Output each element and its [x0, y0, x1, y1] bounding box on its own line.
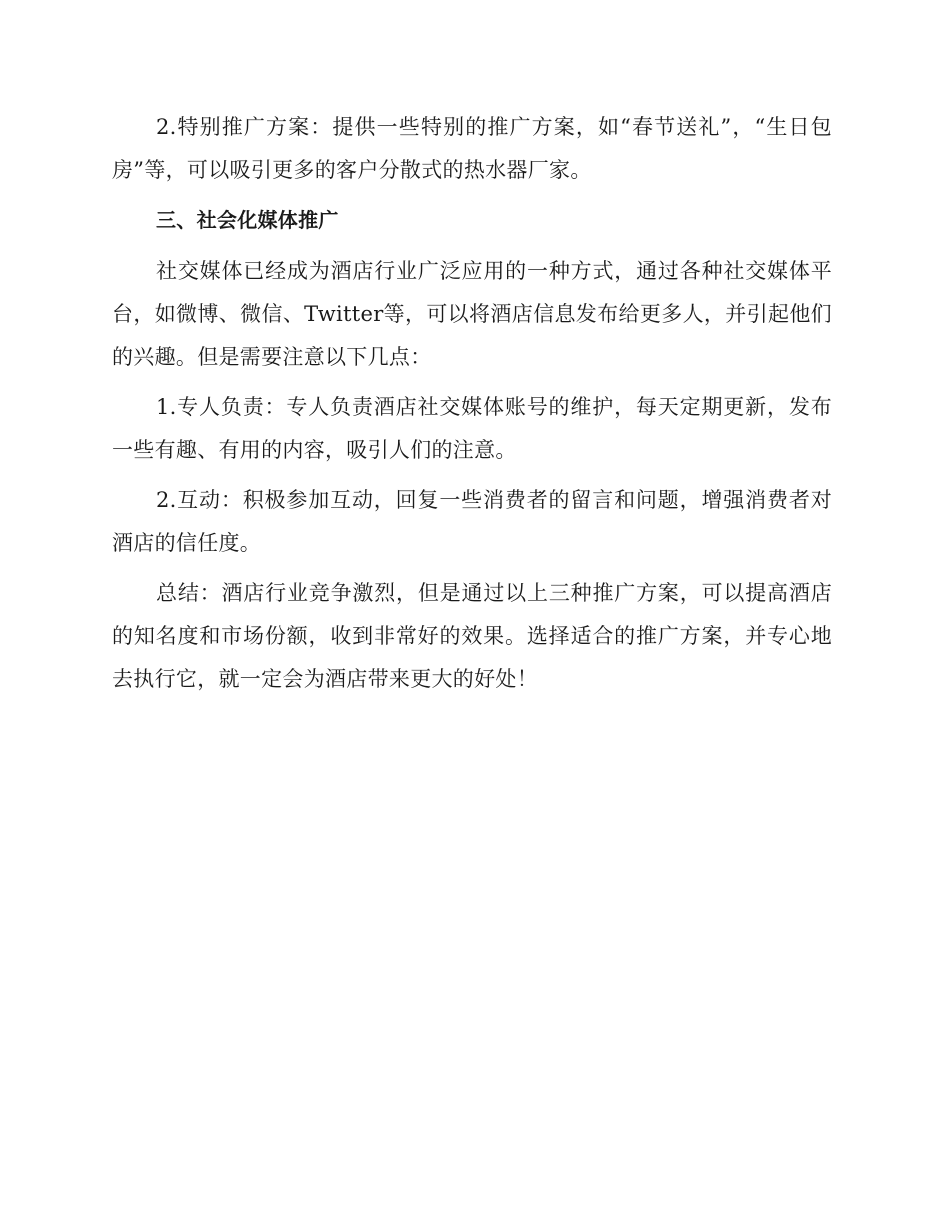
- paragraph-interaction: 2.互动：积极参加互动，回复一些消费者的留言和问题，增强消费者对酒店的信任度。: [112, 488, 832, 555]
- paragraph-special-promotion: 2.特别推广方案：提供一些特别的推广方案，如“春节送礼”，“生日包房”等，可以吸引更多的客户分散式的热水器厂家。: [112, 115, 832, 182]
- section-heading-social-media: 三、社会化媒体推广: [156, 208, 339, 232]
- paragraph-social-media-intro: 社交媒体已经成为酒店行业广泛应用的一种方式，通过各种社交媒体平台，如微博、微信、Twitter等，可以将酒店信息发布给更多人，并引起他们的兴趣。但是需要注意以下几点：: [112, 259, 832, 369]
- paragraph-summary: 总结：酒店行业竞争激烈，但是通过以上三种推广方案，可以提高酒店的知名度和市场份额，收到非常好的效果。选择适合的推广方案，并专心地去执行它，就一定会为酒店带来更大的好处！: [112, 581, 832, 691]
- document-body: [112, 106, 832, 708]
- paragraph-dedicated-staff: 1.专人负责：专人负责酒店社交媒体账号的维护，每天定期更新，发布一些有趣、有用的内容，吸引人们的注意。: [112, 395, 832, 462]
